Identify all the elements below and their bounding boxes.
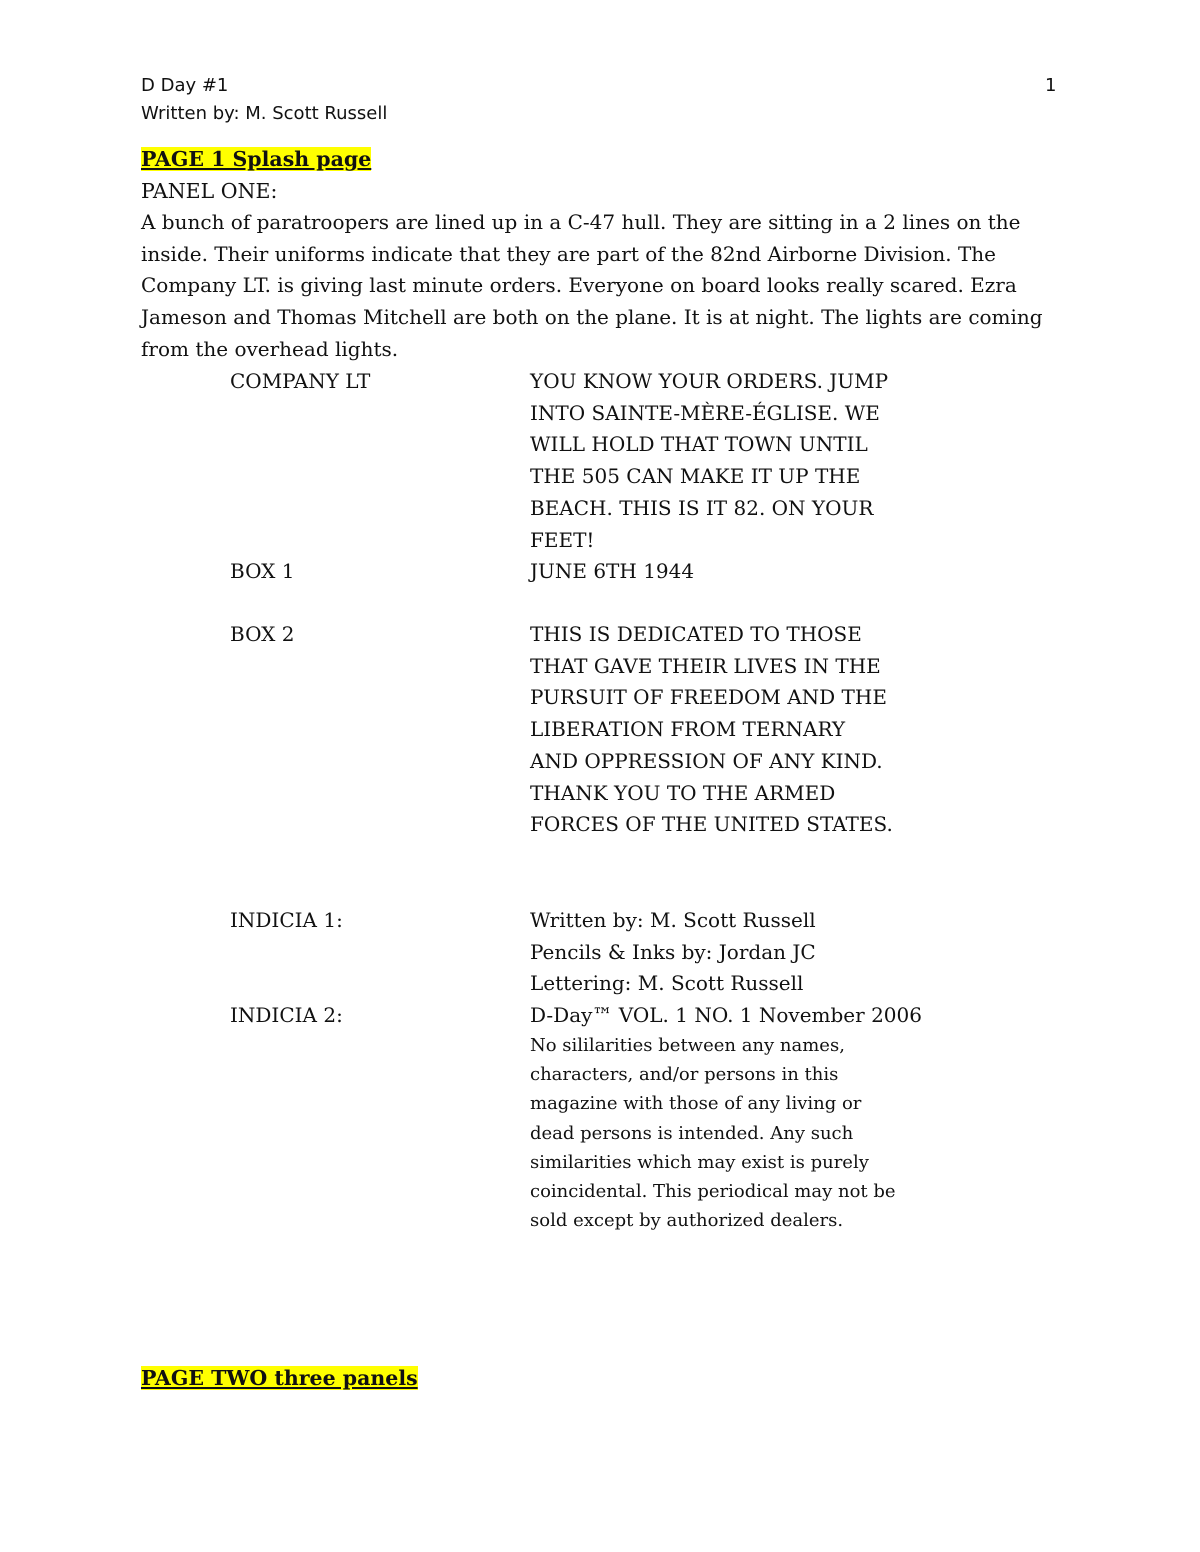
panel-one-label: PANEL ONE:: [141, 179, 278, 203]
indicia-1-text: Written by: M. Scott Russell Pencils & Inks by: Jordan JC Lettering: M. Scott Russell: [530, 908, 816, 996]
page-1-heading: [141, 144, 371, 176]
caption-box-2: THIS IS DEDICATED TO THOSE THAT GAVE THEIR LIVES IN THE PURSUIT OF FREEDOM AND THE LIBERATION FROM TERNARY AND OPPRESSION OF ANY KIND. THANK YOU TO THE ARMED FORCES OF THE UNITED STATES.: [530, 622, 893, 837]
caption-label-box-1: BOX 1: [230, 559, 295, 583]
caption-box-1: JUNE 6TH 1944: [530, 559, 695, 583]
panel-description: A bunch of paratroopers are lined up in a C-47 hull. They are sitting in a 2 lines on the inside. Their uniforms indicate that they are part of the 82nd Airborne Division. The Company LT. is giving last minute orders. Everyone on board looks really scared. Ezra Jameson and Thomas Mitchell are both on the plane. It is at night. The lights are coming from the overhead lights.: [141, 210, 1043, 361]
indicia-2-label: INDICIA 2:: [230, 1003, 343, 1027]
dialogue-company-lt: YOU KNOW YOUR ORDERS. JUMP INTO SAINTE-MÈRE-ÉGLISE. WE WILL HOLD THAT TOWN UNTIL THE 505 CAN MAKE IT UP THE BEACH. THIS IS IT 82. ON YOUR FEET!: [530, 369, 889, 552]
legal-disclaimer: No sililarities between any names, characters, and/or persons in this magazine with those of any living or dead persons is intended. Any such similarities which may exist is purely coincidental. This periodical may not be sold except by authorized dealers.: [530, 1035, 896, 1232]
page-2-heading: [141, 1363, 418, 1395]
header-author: Written by: M. Scott Russell: [141, 103, 388, 124]
page-1-heading-text: PAGE 1 Splash page: [141, 147, 372, 171]
indicia-1-label: INDICIA 1:: [230, 908, 343, 932]
header-title: D Day #1: [141, 75, 229, 96]
caption-label-box-2: BOX 2: [230, 622, 295, 646]
page-number: 1: [1045, 75, 1057, 96]
dialogue-speaker-company-lt: COMPANY LT: [230, 369, 371, 393]
page-2-heading-text: PAGE TWO three panels: [141, 1366, 418, 1390]
indicia-2-text: D-Day™ VOL. 1 NO. 1 November 2006: [530, 1003, 922, 1027]
